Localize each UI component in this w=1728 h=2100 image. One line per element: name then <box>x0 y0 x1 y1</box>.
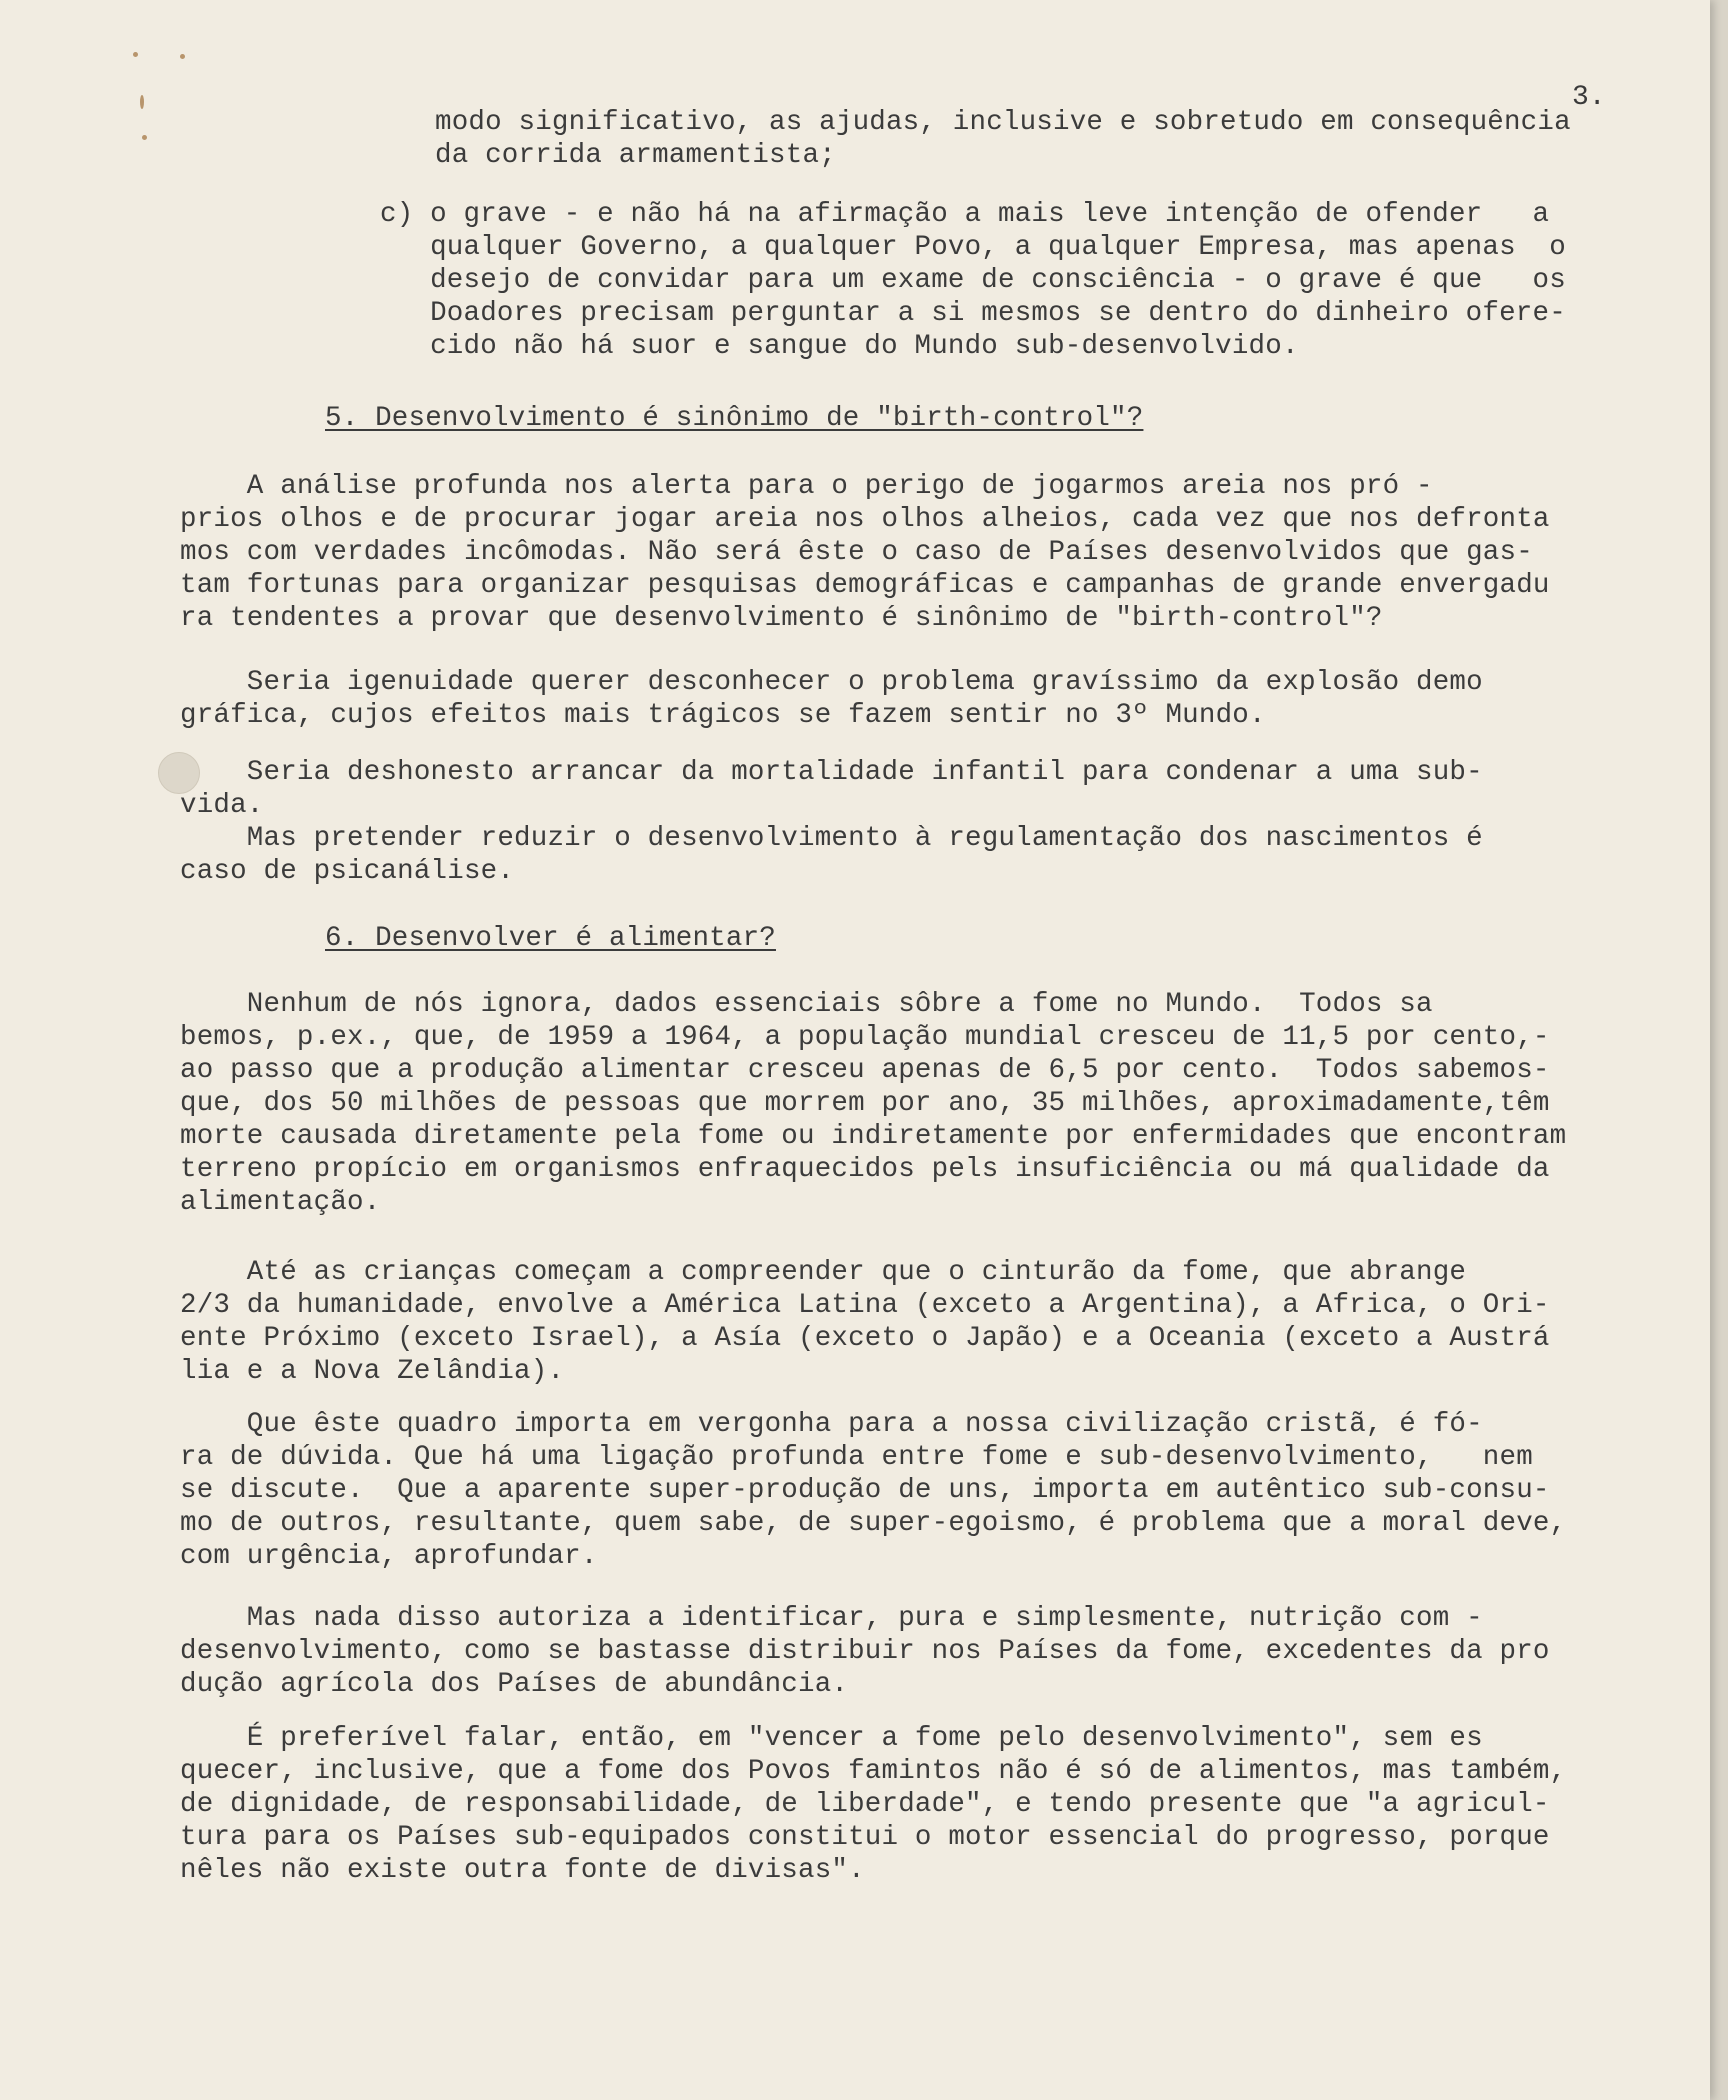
text-line: qualquer Governo, a qualquer Povo, a qualquer Empresa, mas apenas o <box>380 232 1566 263</box>
text-line: mos com verdades incômodas. Não será êste o caso de Países desenvolvidos que gas- <box>180 537 1533 568</box>
paper-speck <box>180 54 185 59</box>
text-line: nêles não existe outra fonte de divisas". <box>180 1855 865 1886</box>
text-line: mo de outros, resultante, quem sabe, de super-egoismo, é problema que a moral deve, <box>180 1508 1567 1539</box>
text-line: ao passo que a produção alimentar cresceu apenas de 6,5 por cento. Todos sabemos- <box>180 1055 1550 1086</box>
text-line: É preferível falar, então, em "vencer a fome pelo desenvolvimento", sem es <box>180 1723 1483 1754</box>
text-line: 2/3 da humanidade, envolve a América Latina (exceto a Argentina), a Africa, o Ori- <box>180 1290 1550 1321</box>
text-line: modo significativo, as ajudas, inclusive e sobretudo em consequência <box>435 107 1571 138</box>
section-heading: 5. Desenvolvimento é sinônimo de "birth-control"? <box>325 403 1144 434</box>
text-line: de dignidade, de responsabilidade, de liberdade", e tendo presente que "a agricul- <box>180 1789 1550 1820</box>
text-line: alimentação. <box>180 1187 381 1218</box>
text-line: desejo de convidar para um exame de consciência - o grave é que os <box>380 265 1566 296</box>
text-line: ra de dúvida. Que há uma ligação profunda entre fome e sub-desenvolvimento, nem <box>180 1442 1533 1473</box>
text-line: Seria igenuidade querer desconhecer o problema gravíssimo da explosão demo <box>180 667 1483 698</box>
text-line: cido não há suor e sangue do Mundo sub-desenvolvido. <box>380 331 1299 362</box>
text-line: vida. <box>180 790 264 821</box>
text-line: A análise profunda nos alerta para o perigo de jogarmos areia nos pró - <box>180 471 1433 502</box>
text-line: prios olhos e de procurar jogar areia nos olhos alheios, cada vez que nos defronta <box>180 504 1550 535</box>
page-number: 3. <box>1572 82 1606 113</box>
text-line: da corrida armamentista; <box>435 140 836 171</box>
text-line: gráfica, cujos efeitos mais trágicos se fazem sentir no 3º Mundo. <box>180 700 1266 731</box>
text-line: lia e a Nova Zelândia). <box>180 1356 565 1387</box>
text-line: ente Próximo (exceto Israel), a Asía (exceto o Japão) e a Oceania (exceto a Austrá <box>180 1323 1550 1354</box>
text-line: Seria deshonesto arrancar da mortalidade infantil para condenar a uma sub- <box>180 757 1483 788</box>
text-line: Doadores precisam perguntar a si mesmos se dentro do dinheiro ofere- <box>380 298 1566 329</box>
text-line: terreno propício em organismos enfraquecidos pels insuficiência ou má qualidade da <box>180 1154 1550 1185</box>
text-line: com urgência, aprofundar. <box>180 1541 598 1572</box>
text-line: ra tendentes a provar que desenvolvimento é sinônimo de "birth-control"? <box>180 603 1383 634</box>
paper-speck <box>140 95 144 109</box>
text-line: quecer, inclusive, que a fome dos Povos famintos não é só de alimentos, mas também, <box>180 1756 1567 1787</box>
paper-speck <box>133 52 138 57</box>
text-line: c) o grave - e não há na afirmação a mais leve intenção de ofender a <box>380 199 1550 230</box>
text-line: se discute. Que a aparente super-produção de uns, importa em autêntico sub-consu- <box>180 1475 1550 1506</box>
text-line: dução agrícola dos Países de abundância. <box>180 1669 849 1700</box>
text-line: Mas nada disso autoriza a identificar, pura e simplesmente, nutrição com - <box>180 1603 1483 1634</box>
text-line: caso de psicanálise. <box>180 856 515 887</box>
text-line: Nenhum de nós ignora, dados essenciais sôbre a fome no Mundo. Todos sa <box>180 989 1433 1020</box>
text-line: tura para os Países sub-equipados constitui o motor essencial do progresso, porque <box>180 1822 1550 1853</box>
paper-speck <box>142 135 147 140</box>
text-line: tam fortunas para organizar pesquisas demográficas e campanhas de grande envergadu <box>180 570 1550 601</box>
text-line: desenvolvimento, como se bastasse distribuir nos Países da fome, excedentes da pro <box>180 1636 1550 1667</box>
section-heading: 6. Desenvolver é alimentar? <box>325 923 776 954</box>
text-line: morte causada diretamente pela fome ou indiretamente por enfermidades que encontram <box>180 1121 1567 1152</box>
text-line: que, dos 50 milhões de pessoas que morrem por ano, 35 milhões, aproximadamente,têm <box>180 1088 1550 1119</box>
text-line: Até as crianças começam a compreender que o cinturão da fome, que abrange <box>180 1257 1467 1288</box>
text-line: bemos, p.ex., que, de 1959 a 1964, a população mundial cresceu de 11,5 por cento,- <box>180 1022 1550 1053</box>
text-line: Que êste quadro importa em vergonha para a nossa civilização cristã, é fó- <box>180 1409 1483 1440</box>
text-line: Mas pretender reduzir o desenvolvimento à regulamentação dos nascimentos é <box>180 823 1483 854</box>
